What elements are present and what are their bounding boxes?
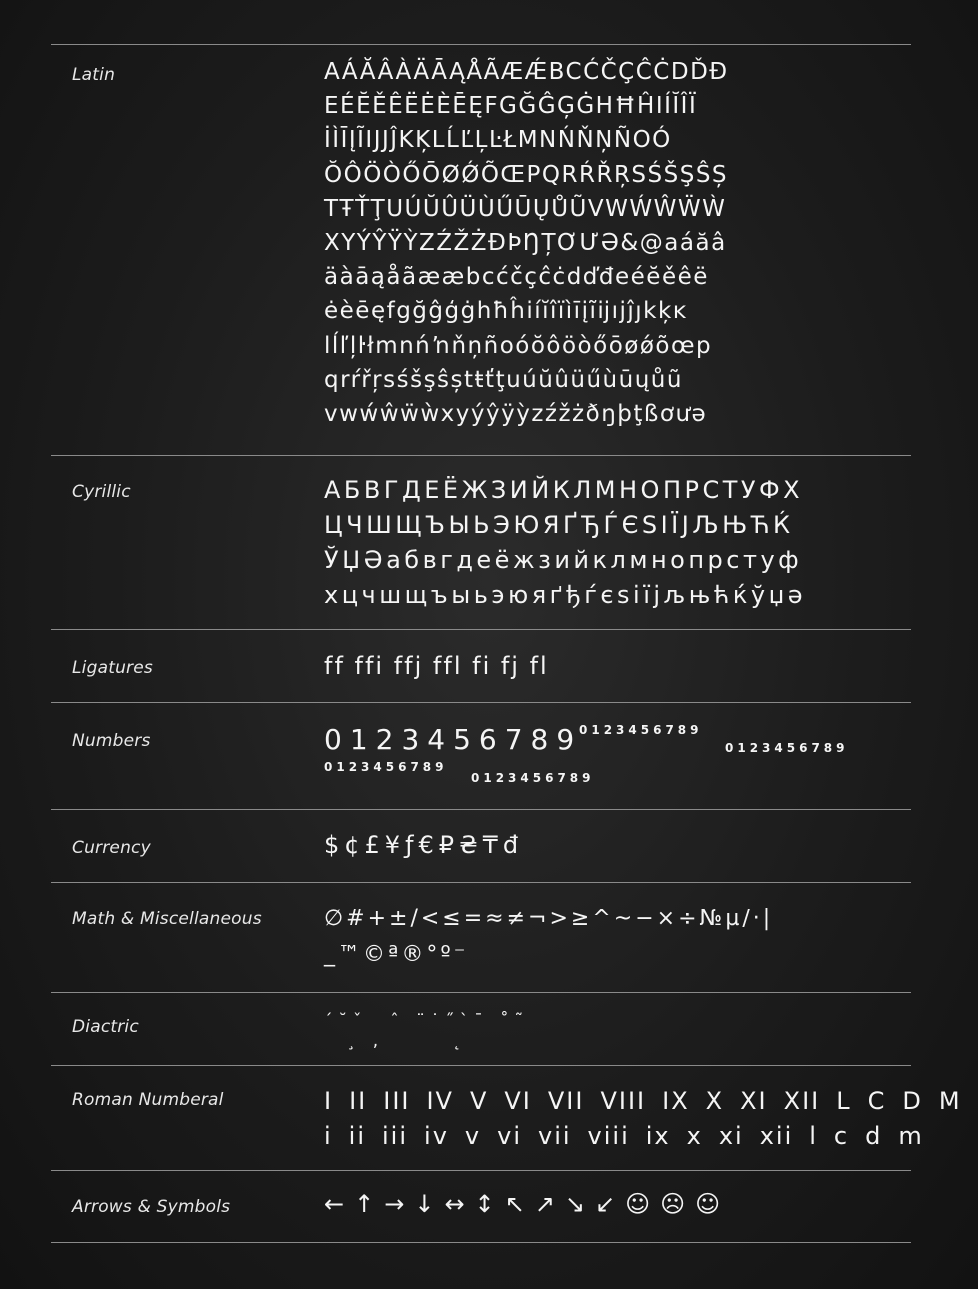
glyph-row: _™©ª®°º⁻ [324, 942, 469, 967]
roman-numeral: viii [587, 1122, 630, 1150]
glyph-row: qrŕřŗsśšşŝștŧťţuúŭûüűùūųůũ [324, 366, 683, 393]
inferior-figures: 0123456789 [471, 771, 595, 785]
glyph-row: XYÝŶŸỲZŹŽŻÐÞŊȚƠƯƏ&@aáăâ [324, 229, 727, 256]
glyph-sheet [51, 44, 962, 1243]
roman-numeral: xii [759, 1122, 794, 1150]
section-arrows [51, 1170, 911, 1243]
glyph-row: ėèēęfgğĝģġhħĥiíĭîïìīįĩĳıjĵȷkķĸ [324, 298, 688, 325]
glyph-row: TŦŤŢUÚŬÛÜÙŰŪŲŮŨVWẂŴẄẀ [324, 195, 727, 222]
glyph-row: EÉĔĚÊËĖÈĒĘFGĞĜĢĠHĦĤIÍĬÎÏ [324, 93, 698, 120]
roman-numeral: vii [537, 1122, 572, 1150]
currency-glyphs: $¢£¥ƒ€₽₴₸đ [324, 831, 524, 859]
lining-figures: 0123456789 [324, 723, 583, 756]
section-ligatures [51, 629, 911, 702]
arrow-glyphs [324, 1190, 904, 1218]
glyph-row: ЎЏӘабвгдеёжзийклмнопрстуф [324, 546, 803, 574]
roman-numeral: vi [497, 1122, 522, 1150]
roman-upper-row [324, 1084, 962, 1119]
latin-glyphs [324, 55, 904, 431]
glyph-row: ¸ , ˛ [324, 1031, 468, 1051]
roman-numeral: m [898, 1122, 924, 1150]
roman-numeral: III [383, 1087, 411, 1115]
roman-numeral: i [324, 1122, 333, 1150]
glyph-row: lĺľļŀłmnńŉňņñoóŏôöòőōøǿõœp [324, 332, 713, 359]
roman-numeral: VIII [600, 1087, 647, 1115]
section-label: Numbers [72, 731, 151, 751]
roman-numeral: II [349, 1087, 368, 1115]
section-label: Math & Miscellaneous [72, 909, 262, 929]
glyph-row: İÌĪĮĨIJJĴKĶLĹĽĻĿŁMNŃŇŅÑOÓ [324, 127, 672, 154]
roman-numeral: VII [547, 1087, 585, 1115]
section-numbers [51, 702, 911, 809]
roman-numeral: XII [783, 1087, 821, 1115]
section-math [51, 882, 911, 992]
roman-numeral: ii [348, 1122, 367, 1150]
math-glyphs [324, 901, 904, 973]
glyph-row: ŎÔÖÒŐŌØǾÕŒPQRŔŘŖSŚŠŞŜȘ [324, 161, 729, 188]
roman-numeral: ix [645, 1122, 671, 1150]
section-currency [51, 809, 911, 882]
roman-numeral: IX [662, 1087, 690, 1115]
glyph-row: ЦЧШЩЪЫЬЭЮЯҐЂЃЄЅІЇЈЉЊЋЌ [324, 511, 794, 539]
roman-numeral: VI [504, 1087, 532, 1115]
roman-numeral: XI [740, 1087, 768, 1115]
section-diacritic [51, 992, 911, 1065]
glyph-row: ´˘ˇ ˆ ¨˙˝`¯ ˚˜ [324, 1011, 530, 1031]
numerator-figures: 0123456789 [725, 741, 849, 755]
section-label: Latin [72, 65, 116, 85]
roman-numeral: X [705, 1087, 725, 1115]
roman-numeral: iv [424, 1122, 449, 1150]
roman-numeral: V [469, 1087, 489, 1115]
section-latin [51, 44, 911, 455]
roman-numeral: d [865, 1122, 883, 1150]
denominator-figures: 0123456789 [324, 760, 448, 774]
superior-figures: 0123456789 [579, 723, 703, 737]
section-label: Arrows & Symbols [72, 1197, 231, 1217]
diacritic-glyphs [324, 1011, 904, 1051]
glyph-row: ←↑→↓↔↕↖↗↘↙☺☹☺ [324, 1190, 731, 1218]
roman-lower-row [324, 1119, 924, 1154]
roman-numeral: c [833, 1122, 850, 1150]
glyph-row: äàāąåãææbcćčçĉċdďđeéĕěêë [324, 264, 709, 291]
roman-numeral: l [809, 1122, 818, 1150]
section-label: Diactric [72, 1017, 139, 1037]
section-label: Ligatures [72, 658, 153, 678]
roman-numeral: D [902, 1087, 923, 1115]
roman-glyphs [324, 1084, 962, 1154]
number-glyphs [324, 723, 904, 803]
glyph-row: AÁĂÂÀÄĀĄÅÃÆǼBCĆČÇĈĊDĎĐ [324, 59, 729, 85]
glyph-row: хцчшщъыьэюяґђѓєѕіїјљњћќўџә [324, 581, 807, 609]
roman-numeral: M [938, 1087, 962, 1115]
roman-numeral: L [836, 1087, 852, 1115]
roman-numeral: I [324, 1087, 334, 1115]
roman-numeral: IV [426, 1087, 454, 1115]
roman-numeral: iii [382, 1122, 409, 1150]
section-roman [51, 1065, 962, 1170]
section-label: Currency [72, 838, 151, 858]
section-cyrillic [51, 455, 911, 629]
roman-numeral: xi [718, 1122, 744, 1150]
section-label: Cyrillic [72, 482, 131, 502]
roman-numeral: x [686, 1122, 703, 1150]
glyph-row: ∅#+±/<≤=≈≠¬>≥^~−×÷№µ∕·| [324, 906, 774, 931]
cyrillic-glyphs [324, 473, 904, 613]
roman-numeral: v [464, 1122, 482, 1150]
roman-numeral: C [867, 1087, 887, 1115]
section-label: Roman Numberal [72, 1090, 224, 1110]
ligature-glyphs: ff ffi ffj ffl fi fj fl [324, 652, 549, 680]
glyph-row: АБВГДЕЁЖЗИЙКЛМНОПРСТУФХ [324, 476, 804, 504]
glyph-row: vwẃŵẅẁxyýŷÿỳzźžżðŋþţßơưə [324, 400, 708, 427]
